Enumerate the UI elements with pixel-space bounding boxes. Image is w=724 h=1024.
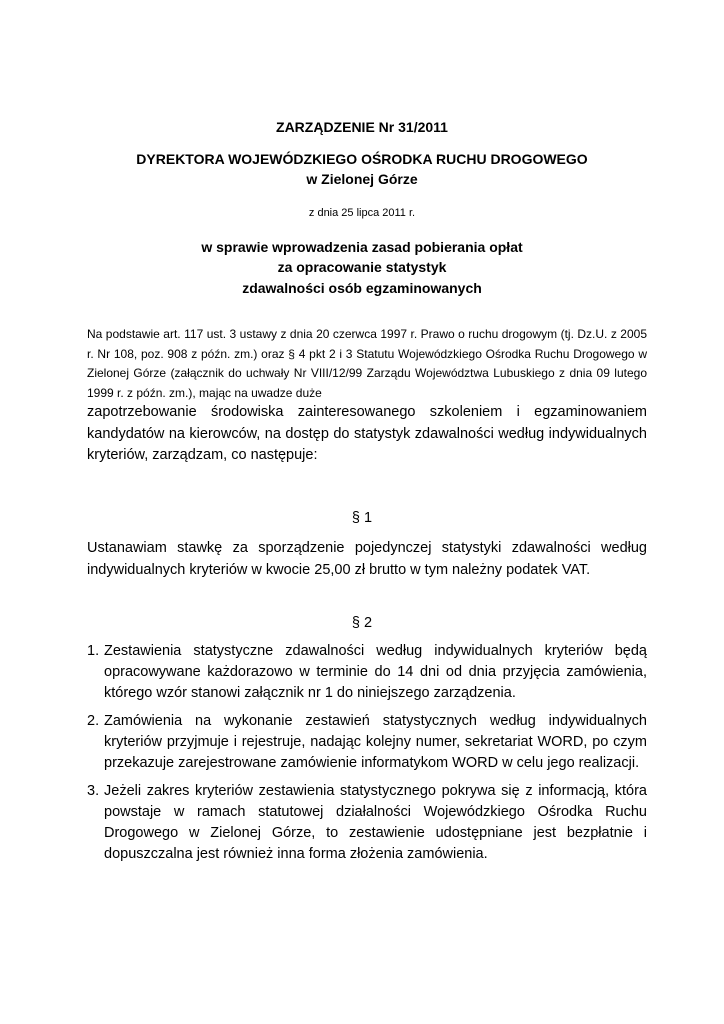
subject-line-2: za opracowanie statystyk [277, 259, 447, 275]
issuer-line-1: DYREKTORA WOJEWÓDZKIEGO OŚRODKA RUCHU DROGOWEGO [136, 151, 588, 167]
subject-line-1: w sprawie wprowadzenia zasad pobierania opłat [201, 239, 523, 255]
preamble-part-2: zapotrzebowanie środowiska zainteresowanego szkoleniem i egzaminowaniem kandydatów na kierowców, na dostęp do statystyk zdawalności według indywidualnych kryteriów, zarządzam, co następuje: [87, 404, 647, 463]
subject-line-3: zdawalności osób egzaminowanych [242, 280, 482, 296]
document-title: ZARZĄDZENIE Nr 31/2011 [276, 119, 448, 135]
document-date: z dnia 25 lipca 2011 r. [308, 207, 416, 219]
list-item [87, 781, 647, 865]
list-item-text: Jeżeli zakres kryteriów zestawienia statystycznego pokrywa się z informacją, która powstaje w ramach statutowej działalności Wojewódzkiego Ośrodka Ruchu Drogowego w Zielonej Górze, to zestawienie udostępniane jest bezpłatnie i dopuszczalna jest również inna forma złożenia zamówienia. [104, 783, 647, 862]
section-2-list [87, 641, 647, 872]
issuer-line-2: w Zielonej Górze [306, 171, 418, 187]
list-item-text: Zamówienia na wykonanie zestawień statystycznych według indywidualnych kryteriów przyjmuje i rejestruje, nadając kolejny numer, sekretariat WORD, po czym przekazuje zarejestrowane zamówienie informatykom WORD w celu jego realizacji. [104, 713, 647, 771]
list-item-text: Zestawienia statystyczne zdawalności według indywidualnych kryteriów będą opracowywane każdorazowo w terminie do 14 dni od dnia przyjęcia zamówienia, którego wzór stanowi załącznik nr 1 do niniejszego zarządzenia. [104, 643, 647, 701]
section-2-heading: § 2 [351, 615, 373, 631]
list-item-number: 1. [87, 643, 100, 659]
list-item-number: 3. [87, 783, 100, 799]
section-1-heading: § 1 [351, 510, 373, 526]
list-item-number: 2. [87, 713, 100, 729]
preamble-part-1: Na podstawie art. 117 ust. 3 ustawy z dnia 20 czerwca 1997 r. Prawo o ruchu drogowym (tj. Dz.U. z 2005 r. Nr 108, poz. 908 z późn. zm.) oraz § 4 pkt 2 i 3 Statutu Wojewódzkiego Ośrodka Ruchu Drogowego w Zielonej Górze (załącznik do uchwały Nr VIII/12/99 Zarządu Województwa Lubuskiego z dnia 09 lutego 1999 r. z późn. zm.), mając na uwadze duże [87, 327, 647, 400]
section-1-text: Ustanawiam stawkę za sporządzenie pojedynczej statystyki zdawalności według indywidualnych kryteriów w kwocie 25,00 zł brutto w tym należny podatek VAT. [87, 540, 647, 578]
list-item [87, 641, 647, 704]
list-item [87, 711, 647, 774]
